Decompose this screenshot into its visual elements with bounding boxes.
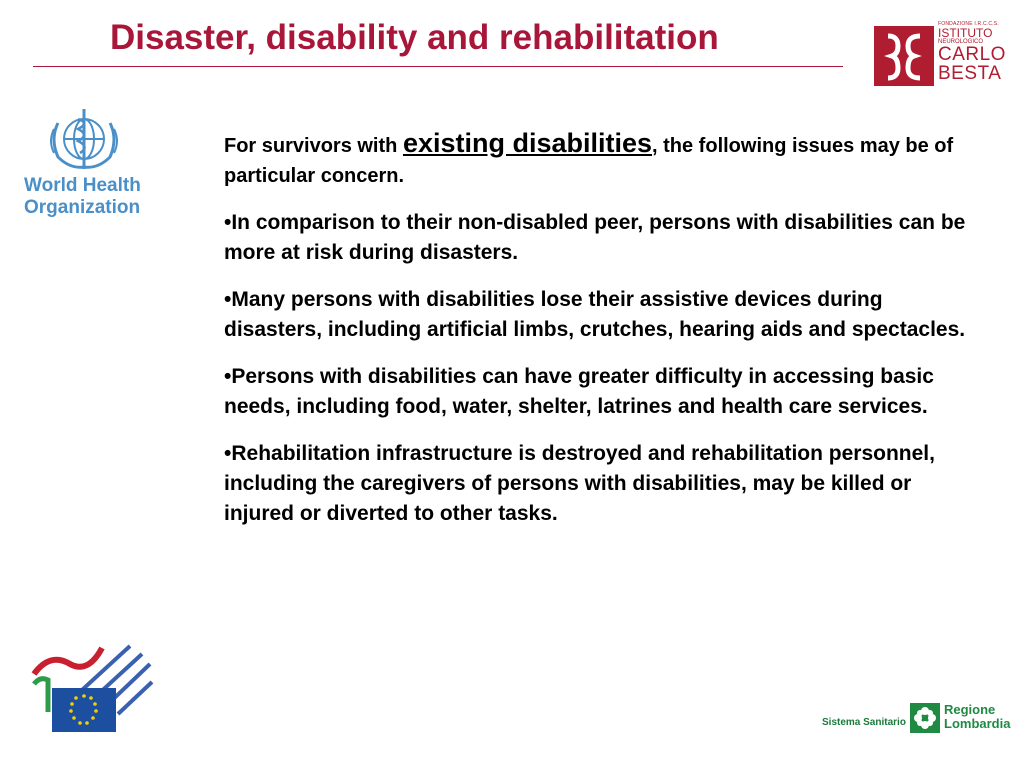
who-wordmark: [24, 175, 141, 219]
intro-emphasis: existing disabilities: [402, 128, 653, 158]
eu-logo: [30, 640, 155, 736]
who-line-1: World Health: [24, 175, 141, 196]
bullet-item: •In comparison to their non-disabled peer, persons with disabilities can be more at risk during disasters.: [224, 211, 966, 264]
lombardia-text: Lombardia: [944, 716, 1011, 731]
title-divider: [33, 66, 843, 67]
besta-neurologico-text: NEUROLOGICO: [938, 39, 984, 45]
besta-emblem-icon: [874, 26, 934, 86]
besta-logo: [874, 22, 1004, 88]
bullet-item: •Many persons with disabilities lose their assistive devices during disasters, including artificial limbs, crutches, hearing aids and spectacles.: [224, 288, 966, 341]
regione-text: Regione: [944, 702, 996, 717]
who-logo: [22, 103, 150, 233]
lombardia-logo: [822, 700, 1012, 740]
besta-foundation-text: FONDAZIONE I.R.C.C.S.: [938, 21, 999, 27]
lombardia-rose-icon: [910, 703, 940, 738]
who-emblem-icon: [42, 105, 126, 180]
intro-paragraph: [224, 128, 984, 191]
besta-besta-text: BESTA: [938, 63, 1002, 84]
intro-text-before: For survivors with: [224, 135, 403, 157]
besta-carlo-text: CARLO: [938, 44, 1006, 65]
slide-body: [224, 128, 984, 546]
lombardia-wordmark: [944, 703, 1010, 731]
slide-title: Disaster, disability and rehabilitation: [110, 18, 719, 57]
who-line-2: Organization: [24, 197, 141, 218]
besta-wordmark: [938, 22, 1006, 83]
bullet-item: •Persons with disabilities can have greater difficulty in accessing basic needs, including food, water, shelter, latrines and health care services.: [224, 365, 934, 418]
intro-text-after: , the following issues may be of particular concern.: [224, 135, 954, 187]
sistema-sanitario-text: Sistema Sanitario: [822, 717, 906, 728]
bullet-item: •Rehabilitation infrastructure is destroyed and rehabilitation personnel, including the caregivers of persons with disabilities, may be killed or injured or diverted to other tasks.: [224, 442, 935, 525]
besta-istituto-text: ISTITUTO: [938, 26, 993, 40]
